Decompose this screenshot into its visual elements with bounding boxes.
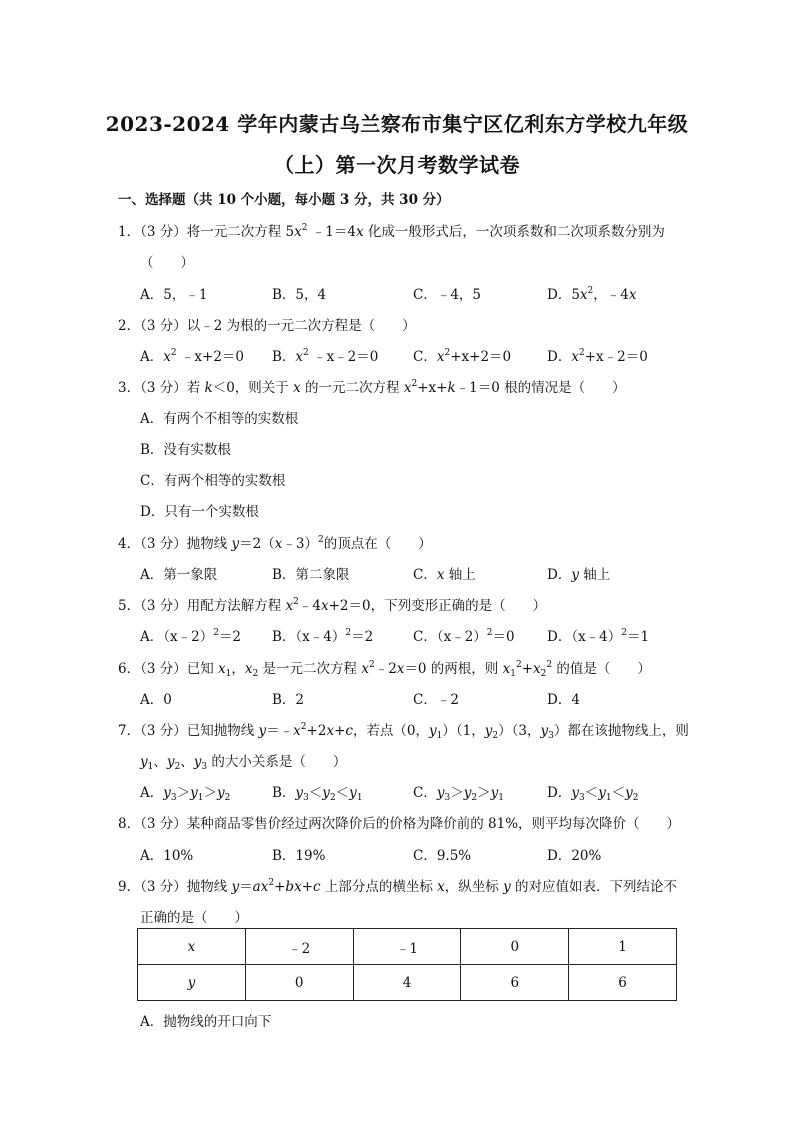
q-score: （3 分） [140,661,187,677]
var: x [274,536,283,552]
q7-option-a [140,781,230,801]
var: x [436,349,445,365]
opt-text: D．（x﹣4） [547,629,622,645]
var: x [436,567,445,583]
cell-text: y [187,974,196,991]
var: x [437,879,445,895]
var: b [285,879,295,895]
exp: 2 [578,348,585,358]
value-table [137,928,677,1001]
var: x [361,661,369,677]
var: y [322,785,330,801]
q8-option-c: C．9.5% [413,848,472,864]
exp: 2 [345,628,352,638]
opt-text: C． [413,785,437,801]
question-2 [118,314,416,334]
q-text: +2＝0，下列变形正确的是（ ） [328,598,547,614]
exp: 2 [213,628,219,638]
q-score: （3 分） [140,380,187,396]
table-cell [138,929,246,965]
q-score: （3 分） [140,536,187,552]
var: y [571,567,579,583]
exp: 2 [301,223,308,233]
var: y [436,785,445,801]
question-7 [118,719,689,739]
q-text: 、 [153,754,167,770]
exp: 2 [317,535,324,545]
table-cell [138,965,246,1001]
q-number: 4． [118,536,141,552]
table-cell: 0 [461,929,569,965]
subscript: 3 [578,793,585,803]
opt-text: ＜ [308,785,323,801]
q-text: 是一元二次方程 [258,661,362,677]
exp: 2 [621,628,628,638]
var: y [140,754,148,770]
q-text: +2 [306,723,327,739]
table-cell: 6 [569,965,677,1001]
exp: 2 [411,379,418,389]
question-6 [118,657,651,677]
q-score: （3 分） [140,224,187,240]
table-row [138,965,677,1001]
q-text: ，纵坐标 [444,879,504,895]
opt-text: ＜ [584,785,599,801]
var: x [295,349,304,365]
cell-text: x [187,938,196,955]
subscript: 3 [548,731,554,741]
q-text: ＝﹣ [266,723,294,739]
q7-option-c [413,781,504,801]
q-text: ＝ [239,879,253,895]
page-title-line1: 2023-2024 学年内蒙古乌兰察布市集宁区亿利东方学校九年级 [105,112,689,136]
q1-option-a: A．5，﹣1 [140,287,208,303]
q6-option-a: A．0 [140,692,172,708]
q-text: 将一元二次方程 5 [186,224,295,240]
q-text: 的大小关系是（ ） [207,754,347,770]
table-cell: 6 [461,965,569,1001]
question-4 [118,532,432,552]
subscript: 1 [197,793,204,803]
q-text: 某种商品零售价经过两次降价后的价格为降价前的 81%，则平均每次降价（ ） [186,816,681,832]
var: x [571,349,579,365]
table-row [138,929,677,965]
exp: 2 [515,660,522,670]
opt-text: ＝0 [492,629,515,645]
q-text: 的对应值如表．下列结论不 [510,879,678,895]
opt-text: C． [413,349,437,365]
var: y [625,785,633,801]
subscript: 2 [224,793,231,803]
q-text: 用配方法解方程 [186,598,286,614]
subscript: 2 [492,731,499,741]
q3-option-a: A．有两个不相等的实数根 [140,411,299,427]
var: y [463,785,472,801]
exp: 2 [368,660,375,670]
q-number: 7． [118,723,141,739]
q-text: 已知抛物线 [186,723,259,739]
q-text: +x+ [417,380,448,396]
subscript: 1 [436,731,443,741]
question-9 [118,875,677,895]
q-text: 上部分点的横坐标 [320,879,438,895]
q3-option-d: D．只有一个实数根 [140,504,259,520]
q-score: （3 分） [140,816,187,832]
opt-text: +x+2＝0 [450,349,512,365]
exp: 2 [300,722,307,732]
question-1 [118,220,665,240]
opt-text: ＝1 [627,629,650,645]
q-text: ﹣2 [374,661,397,677]
q5-option-a [140,625,241,645]
var: x [163,349,171,365]
question-8 [118,812,680,832]
subscript: 2 [632,793,639,803]
var: y [490,785,499,801]
subscript: 1 [498,793,504,803]
q-text: ＝2（ [239,536,275,552]
q-text: 化成一般形式后，一次项系数和二次项系数分别为 [363,224,665,240]
q-text: 的值是（ ） [552,661,651,677]
table-cell: 0 [245,965,353,1001]
opt-text: +x﹣2＝0 [584,349,648,365]
subscript: 3 [201,762,208,772]
opt-text: ＞ [176,785,191,801]
q1-cont: （ ） [140,255,194,271]
var: x [285,598,294,614]
exp: 2 [587,286,594,296]
var: y [429,723,437,739]
var: y [190,785,198,801]
q6-option-d: D．4 [547,692,580,708]
var: x [244,661,253,677]
q-text: 若 [186,380,205,396]
exp: 2 [293,597,299,607]
opt-text: D． [547,349,572,365]
var: a [252,879,261,895]
q-text: ，若点（0， [352,723,430,739]
opt-text: A． [140,349,164,365]
q8-option-a: A．10% [140,848,194,864]
var: k [447,380,456,396]
section-heading: 一、选择题（共 10 个小题，每小题 3 分，共 30 分） [118,192,450,208]
var: y [163,785,171,801]
q-number: 6． [118,661,141,677]
subscript: 2 [329,793,336,803]
var: x [293,380,301,396]
subscript: 2 [471,793,478,803]
q-text: 已知 [186,661,219,677]
q-text: 抛物线 [186,536,232,552]
q-score: （3 分） [140,879,187,895]
opt-text: ＞ [477,785,491,801]
opt-text: C．（x﹣2） [413,629,487,645]
q4-option-a: A．第一象限 [140,567,218,583]
q8-option-b: B．19% [272,848,326,864]
var: y [349,785,357,801]
opt-text: D． [547,785,572,801]
var: y [295,785,304,801]
var: c [313,879,321,895]
subscript: 3 [170,793,177,803]
var: x [628,287,637,303]
var: x [320,598,329,614]
q5-option-d [547,625,649,645]
q-text: ﹣1＝0 根的情况是（ ） [455,380,626,396]
var: c [345,723,353,739]
q5-option-b [272,625,373,645]
var: y [258,723,267,739]
subscript: 2 [540,669,547,679]
q-number: 5． [118,598,141,614]
q2-option-a [140,345,244,365]
var: x [294,224,302,240]
q2-option-b [272,345,378,365]
q-text: + [301,879,313,895]
q-text: + [274,879,286,895]
q1-option-d [547,283,637,303]
q-number: 1． [118,224,141,240]
subscript: 1 [147,762,154,772]
subscript: 1 [356,793,363,803]
q4-option-b: B．第二象限 [272,567,350,583]
q7-option-d [547,781,638,801]
subscript: 2 [252,669,259,679]
var: x [579,287,588,303]
subscript: 2 [174,762,181,772]
q-text: ﹣4 [298,598,321,614]
q6-option-c: C．﹣2 [413,692,459,708]
q3-option-c: C．有两个相等的实数根 [140,473,286,489]
opt-text: B． [272,349,296,365]
q7-cont [140,750,346,770]
q8-option-d: D．20% [547,848,602,864]
q-text: 以﹣2 为根的一元二次方程是（ ） [186,318,416,334]
opt-text: ﹣x﹣2＝0 [308,349,379,365]
q-text: + [334,723,346,739]
opt-text: ＜ [335,785,350,801]
var: y [166,754,175,770]
q-number: 8． [118,816,141,832]
q1-option-c: C．﹣4，5 [413,287,482,303]
q4-option-c [413,563,476,583]
var: y [484,723,493,739]
q-number: 3． [118,380,141,396]
exp: 2 [444,348,451,358]
var: k [204,380,213,396]
var: y [231,879,240,895]
question-5 [118,594,546,614]
subscript: 3 [444,793,451,803]
q-score: （3 分） [140,318,187,334]
q-text: 的顶点在（ ） [323,536,432,552]
q-text: ﹣1＝4 [307,224,356,240]
table-cell: 1 [569,929,677,965]
var: x [502,661,511,677]
q1-option-b: B．5，4 [272,287,327,303]
page-title-line2: （上）第一次月考数学试卷 [274,153,520,177]
exp: 2 [170,348,177,358]
opt-text: ＝2 [218,629,242,645]
var: y [540,723,549,739]
table-cell: 4 [353,965,461,1001]
var: x [533,661,541,677]
var: x [293,723,301,739]
q-text: 抛物线 [186,879,232,895]
table-cell: ﹣1 [353,929,461,965]
q3-option-b: B．没有实数根 [140,442,231,458]
q-score: （3 分） [140,723,187,739]
var: y [231,536,240,552]
var: x [326,723,335,739]
opt-text: ＞ [203,785,217,801]
question-3 [118,376,626,396]
subscript: 3 [303,793,309,803]
var: y [571,785,579,801]
var: x [403,380,412,396]
q-text: ）（3， [498,723,541,739]
q-text: 的一元二次方程 [300,380,404,396]
q-score: （3 分） [140,598,187,614]
q-text: 、 [180,754,194,770]
opt-text: ＞ [450,785,464,801]
var: y [598,785,606,801]
opt-text: ＝2 [351,629,374,645]
q4-option-d [547,563,610,583]
opt-text: C． [413,567,437,583]
exp: 2 [486,628,493,638]
q-text: + [521,661,533,677]
subscript: 1 [225,669,232,679]
q-text: ＜0，则关于 [212,380,294,396]
q-text: ＝0 的两根，则 [404,661,503,677]
var: x [294,879,302,895]
q-number: 9． [118,879,141,895]
opt-text: D． [547,567,572,583]
q9-cont: 正确的是（ ） [140,910,248,926]
opt-text: ﹣x+2＝0 [176,349,245,365]
opt-text: A． [140,785,164,801]
var: x [355,224,364,240]
var: x [218,661,226,677]
var: x [260,879,269,895]
opt-text: D．5 [547,287,580,303]
opt-text: B． [272,785,296,801]
opt-text: B．（x﹣4） [272,629,346,645]
subscript: 1 [605,793,612,803]
q5-option-c [413,625,515,645]
q2-option-c [413,345,511,365]
q2-option-d [547,345,648,365]
opt-text: A．（x﹣2） [140,629,214,645]
opt-text: 轴上 [578,567,611,583]
q-text: ﹣3） [282,536,318,552]
var: y [217,785,225,801]
subscript: 1 [510,669,516,679]
q-text: ， [231,661,245,677]
q-text: ）都在该抛物线上，则 [553,723,689,739]
opt-text: ＜ [611,785,626,801]
table-cell: ﹣2 [245,929,353,965]
q7-option-b [272,781,363,801]
exp: 2 [546,660,553,670]
q-text: ）（1， [442,723,485,739]
q9-option-a: A．抛物线的开口向下 [140,1014,272,1030]
q-number: 2． [118,318,141,334]
var: y [193,754,202,770]
opt-text: 轴上 [444,567,476,583]
opt-text: ，﹣4 [593,287,629,303]
q6-option-b: B．2 [272,692,305,708]
exp: 2 [268,878,275,888]
var: x [396,661,405,677]
exp: 2 [303,348,309,358]
var: y [503,879,511,895]
